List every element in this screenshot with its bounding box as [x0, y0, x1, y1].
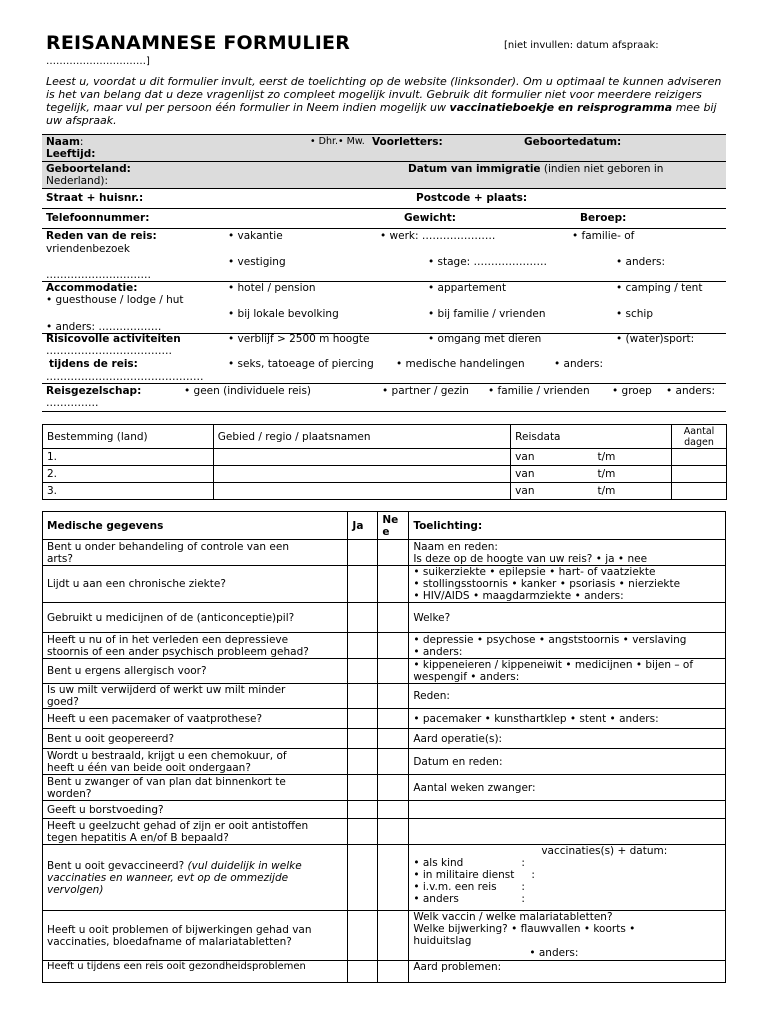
explanation-line: Datum en reden:	[413, 755, 503, 768]
destinations-table	[42, 424, 727, 500]
vaccination-explanation[interactable]	[409, 845, 726, 911]
accommodatie-label: Accommodatie:	[46, 282, 138, 294]
option-partner[interactable]: • partner / gezin	[382, 385, 469, 397]
explanation-line: • anders:	[413, 645, 463, 658]
medical-explanation[interactable]	[409, 633, 726, 659]
option-vestiging[interactable]: • vestiging	[228, 256, 286, 268]
risico-label-2: tijdens de reis:	[49, 358, 138, 370]
nee-checkbox[interactable]	[378, 801, 409, 819]
risico-dots-2: ………………………………………	[46, 371, 204, 383]
explanation-line: • HIV/AIDS • maagdarmziekte • anders:	[413, 590, 624, 602]
side-effects-explanation[interactable]	[409, 911, 726, 961]
nederland-text: Nederland):	[46, 175, 109, 187]
medical-question	[43, 633, 348, 659]
ja-checkbox[interactable]	[348, 540, 378, 566]
medical-row	[43, 684, 726, 709]
row-straat	[42, 188, 726, 209]
reden-dots: …………………………	[46, 269, 151, 281]
geboortedatum-label: Geboortedatum:	[524, 136, 622, 148]
option-camping[interactable]: • camping / tent	[616, 282, 703, 294]
ja-checkbox[interactable]	[348, 709, 378, 729]
option-anders-reden[interactable]: • anders:	[616, 256, 666, 268]
medical-table	[42, 511, 726, 983]
option-groep[interactable]: • groep	[612, 385, 652, 397]
ja-checkbox[interactable]	[348, 775, 378, 801]
side-effects-question: Heeft u ooit problemen of bijwerkingen gehad van vaccinaties, bloedafname of malariatabletten?	[43, 911, 348, 961]
medical-row	[43, 819, 726, 845]
option-seks[interactable]: • seks, tatoeage of piercing	[228, 358, 374, 370]
nee-checkbox[interactable]	[378, 684, 409, 709]
option-medisch[interactable]: • medische handelingen	[396, 358, 525, 370]
medical-row	[43, 749, 726, 775]
destination-region-cell[interactable]	[213, 483, 510, 500]
explanation-line: • stollingsstoornis • kanker • psoriasis • nierziekte	[413, 578, 681, 590]
ja-checkbox[interactable]	[348, 684, 378, 709]
medical-explanation[interactable]	[409, 659, 726, 684]
medical-explanation[interactable]	[409, 566, 726, 603]
vaccination-question: Bent u ooit gevaccineerd? (vul duidelijk in welke vaccinaties en wanneer, evt op de ommezijde vervolgen)	[43, 845, 348, 911]
ja-checkbox[interactable]	[348, 659, 378, 684]
option-vakantie[interactable]: • vakantie	[228, 230, 283, 242]
option-guesthouse[interactable]: • guesthouse / lodge / hut	[46, 294, 184, 306]
nee-checkbox[interactable]	[378, 566, 409, 603]
medical-question	[43, 540, 348, 566]
nee-checkbox[interactable]	[378, 961, 409, 983]
vaccination-item: • als kind :	[413, 857, 525, 869]
medical-row	[43, 603, 726, 633]
question-line: goed?	[47, 696, 79, 708]
medical-explanation[interactable]	[409, 819, 726, 845]
medical-explanation[interactable]	[409, 775, 726, 801]
medical-question	[43, 729, 348, 749]
nee-checkbox[interactable]	[378, 659, 409, 684]
destination-region-cell[interactable]	[213, 449, 510, 466]
medical-row	[43, 633, 726, 659]
reisgezelschap-label: Reisgezelschap:	[46, 385, 142, 397]
header-aantal-dagen: Aantal dagen	[672, 425, 727, 449]
explanation-line: Naam en reden:	[413, 540, 498, 553]
explanation-line: • pacemaker • kunsthartklep • stent • anders:	[413, 712, 659, 725]
ja-checkbox[interactable]	[348, 961, 378, 983]
destination-num: 1.	[43, 449, 214, 466]
vaccination-item: • in militaire dienst :	[413, 869, 535, 881]
option-watersport[interactable]: • (water)sport:	[616, 333, 695, 345]
nee-checkbox[interactable]	[378, 633, 409, 659]
medical-question	[43, 684, 348, 709]
option-hoogte[interactable]: • verblijf > 2500 m hoogte	[228, 333, 370, 345]
option-familie-vrienden-gezelschap[interactable]: • familie / vrienden	[488, 385, 590, 397]
naam-label: Naam:	[46, 136, 84, 148]
medical-question	[43, 566, 348, 603]
explanation-line: Is deze op de hoogte van uw reis? • ja • nee	[413, 552, 648, 565]
nee-checkbox[interactable]	[378, 709, 409, 729]
medical-question	[43, 819, 348, 845]
medical-row	[43, 729, 726, 749]
destination-num: 2.	[43, 466, 214, 483]
header-nee: Ne e	[378, 512, 409, 540]
appointment-note-dots: …………………………]	[46, 56, 150, 67]
medical-question	[43, 603, 348, 633]
question-line: Heeft u een pacemaker of vaatprothese?	[47, 712, 263, 725]
option-familie[interactable]: • familie- of	[572, 230, 635, 242]
header-bestemming: Bestemming (land)	[43, 425, 214, 449]
explanation-line: Welke?	[413, 611, 451, 624]
option-appartement[interactable]: • appartement	[428, 282, 507, 294]
geboorteland-label: Geboorteland:	[46, 163, 131, 175]
explanation-line: Reden:	[413, 690, 450, 702]
question-line: worden?	[47, 787, 92, 800]
medical-row	[43, 709, 726, 729]
destination-days[interactable]	[672, 449, 727, 466]
ja-checkbox[interactable]	[348, 729, 378, 749]
question-line: stoornis of een ander psychisch probleem gehad?	[47, 645, 309, 658]
page-title: REISANAMNESE FORMULIER	[46, 32, 351, 54]
option-lokale[interactable]: • bij lokale bevolking	[228, 308, 339, 320]
ja-checkbox[interactable]	[348, 603, 378, 633]
header-medische-gegevens: Medische gegevens	[43, 512, 348, 540]
medical-explanation[interactable]	[409, 801, 726, 819]
gezelschap-dots: ……………	[46, 397, 99, 409]
side-effects-line: Welk vaccin / welke malariatabletten?	[413, 911, 613, 923]
nee-checkbox[interactable]	[378, 749, 409, 775]
medical-question	[43, 659, 348, 684]
voorletters-label: Voorletters:	[372, 136, 443, 148]
ja-checkbox[interactable]	[348, 819, 378, 845]
medical-row	[43, 801, 726, 819]
header-ja: Ja	[348, 512, 378, 540]
destination-dates[interactable]: van t/m	[511, 483, 672, 500]
option-anders-risico[interactable]: • anders:	[554, 358, 604, 370]
nee-checkbox[interactable]	[378, 729, 409, 749]
ja-checkbox[interactable]	[348, 911, 378, 961]
telefoon-label: Telefoonnummer:	[46, 212, 150, 224]
ja-checkbox[interactable]	[348, 749, 378, 775]
side-effects-line: huiduitslag	[413, 935, 472, 947]
destination-dates[interactable]: van t/m	[511, 466, 672, 483]
risico-dots: ………………………………	[46, 345, 172, 357]
vriendenbezoek-text: vriendenbezoek	[46, 243, 130, 255]
option-anders-accommodatie[interactable]: • anders: ………………	[46, 321, 162, 333]
question-line: Is uw milt verwijderd of werkt uw milt minder	[47, 684, 286, 696]
medical-row	[43, 775, 726, 801]
reden-label: Reden van de reis:	[46, 230, 157, 242]
destination-region-cell[interactable]	[213, 466, 510, 483]
option-hotel[interactable]: • hotel / pension	[228, 282, 316, 294]
question-line: Bent u ergens allergisch voor?	[47, 665, 207, 677]
dhr-mw-options[interactable]: • Dhr.• Mw.	[310, 136, 365, 147]
destination-num: 3.	[43, 483, 214, 500]
question-line: Gebruikt u medicijnen of de (anticonceptie)pil?	[47, 611, 295, 624]
destination-days[interactable]	[672, 483, 727, 500]
question-line: Heeft u geelzucht gehad of zijn er ooit antistoffen	[47, 819, 309, 832]
medical-row	[43, 540, 726, 566]
vaccination-item: • i.v.m. een reis :	[413, 881, 525, 893]
vaccination-header: vaccinaties(s) + datum:	[541, 845, 668, 857]
postcode-label: Postcode + plaats:	[416, 192, 528, 204]
question-line: tegen hepatitis A en/of B bepaald?	[47, 831, 229, 844]
explanation-line: • depressie • psychose • angststoornis • verslaving	[413, 633, 687, 646]
nee-checkbox[interactable]	[378, 819, 409, 845]
header-toelichting: Toelichting:	[409, 512, 726, 540]
medical-question	[43, 801, 348, 819]
medical-row	[43, 659, 726, 684]
explanation-line: • kippeneieren / kippeneiwit • medicijnen • bijen – of	[413, 659, 694, 671]
ja-checkbox[interactable]	[348, 633, 378, 659]
medical-explanation[interactable]	[409, 749, 726, 775]
question-line: Geeft u borstvoeding?	[47, 803, 164, 816]
question-line: Heeft u nu of in het verleden een depressieve	[47, 633, 289, 646]
risico-label: Risicovolle activiteiten	[46, 333, 181, 345]
nee-checkbox[interactable]	[378, 845, 409, 911]
question-line: Wordt u bestraald, krijgt u een chemokuur, of	[47, 749, 287, 762]
nee-checkbox[interactable]	[378, 603, 409, 633]
question-line: Bent u onder behandeling of controle van een	[47, 540, 289, 553]
medical-row	[43, 566, 726, 603]
medical-explanation[interactable]	[409, 540, 726, 566]
question-line: Bent u zwanger of van plan dat binnenkort te	[47, 775, 286, 788]
medical-question	[43, 775, 348, 801]
vaccination-item: • anders :	[413, 893, 525, 905]
question-line: Bent u ooit geopereerd?	[47, 732, 175, 745]
option-familie-vrienden[interactable]: • bij familie / vrienden	[428, 308, 546, 320]
medical-explanation[interactable]	[409, 603, 726, 633]
side-effects-line: • anders:	[529, 947, 579, 959]
health-problems-question: Heeft u tijdens een reis ooit gezondheidsproblemen	[43, 961, 348, 983]
question-line: heeft u één van beide ooit ondergaan?	[47, 761, 251, 774]
ja-checkbox[interactable]	[348, 801, 378, 819]
medical-question	[43, 749, 348, 775]
header-gebied: Gebied / regio / plaatsnamen	[213, 425, 510, 449]
intro-text: Leest u, voordat u dit formulier invult, eerst de toelichting op de website (linksonder). Om u optimaal te kunnen adviseren is het van belang dat u deze vragenlijst zo compleet mogelijk invult. Gebruik dit formulier niet voor meerdere reizigers tegelijk, maar vul per persoon één formulier in Neem indien mogelijk uw vaccinatieboekje en reisprogramma mee bij uw afspraak.	[46, 75, 722, 127]
question-line: Lijdt u aan een chronische ziekte?	[47, 578, 226, 590]
explanation-line: Aard operatie(s):	[413, 732, 503, 745]
straat-label: Straat + huisnr.:	[46, 192, 144, 204]
ja-checkbox[interactable]	[348, 566, 378, 603]
leeftijd-label: Leeftijd:	[46, 148, 96, 160]
explanation-line: • suikerziekte • epilepsie • hart- of vaatziekte	[413, 566, 656, 578]
gewicht-label: Gewicht:	[404, 212, 456, 224]
medical-explanation[interactable]	[409, 709, 726, 729]
destination-days[interactable]	[672, 466, 727, 483]
side-effects-line: Welke bijwerking? • flauwvallen • koorts •	[413, 923, 636, 935]
immigratie-label: Datum van immigratie (indien niet geboren in	[408, 163, 664, 175]
option-stage[interactable]: • stage: …………………	[428, 256, 548, 268]
medical-explanation[interactable]	[409, 684, 726, 709]
option-werk[interactable]: • werk: …………………	[380, 230, 496, 242]
medical-question	[43, 709, 348, 729]
beroep-label: Beroep:	[580, 212, 627, 224]
ja-checkbox[interactable]	[348, 845, 378, 911]
question-line: arts?	[47, 552, 73, 565]
option-dieren[interactable]: • omgang met dieren	[428, 333, 542, 345]
destination-dates[interactable]: van t/m	[511, 449, 672, 466]
option-anders-gezelschap[interactable]: • anders:	[666, 385, 716, 397]
explanation-line: wespengif • anders:	[413, 671, 520, 683]
nee-checkbox[interactable]	[378, 775, 409, 801]
header-reisdata: Reisdata	[511, 425, 672, 449]
appointment-note: [niet invullen: datum afspraak:	[504, 40, 659, 51]
medical-explanation[interactable]	[409, 729, 726, 749]
nee-checkbox[interactable]	[378, 911, 409, 961]
nee-checkbox[interactable]	[378, 540, 409, 566]
option-schip[interactable]: • schip	[616, 308, 654, 320]
explanation-line: Aantal weken zwanger:	[413, 781, 536, 794]
health-problems-explanation[interactable]: Aard problemen:	[409, 961, 726, 983]
option-geen[interactable]: • geen (individuele reis)	[184, 385, 312, 397]
